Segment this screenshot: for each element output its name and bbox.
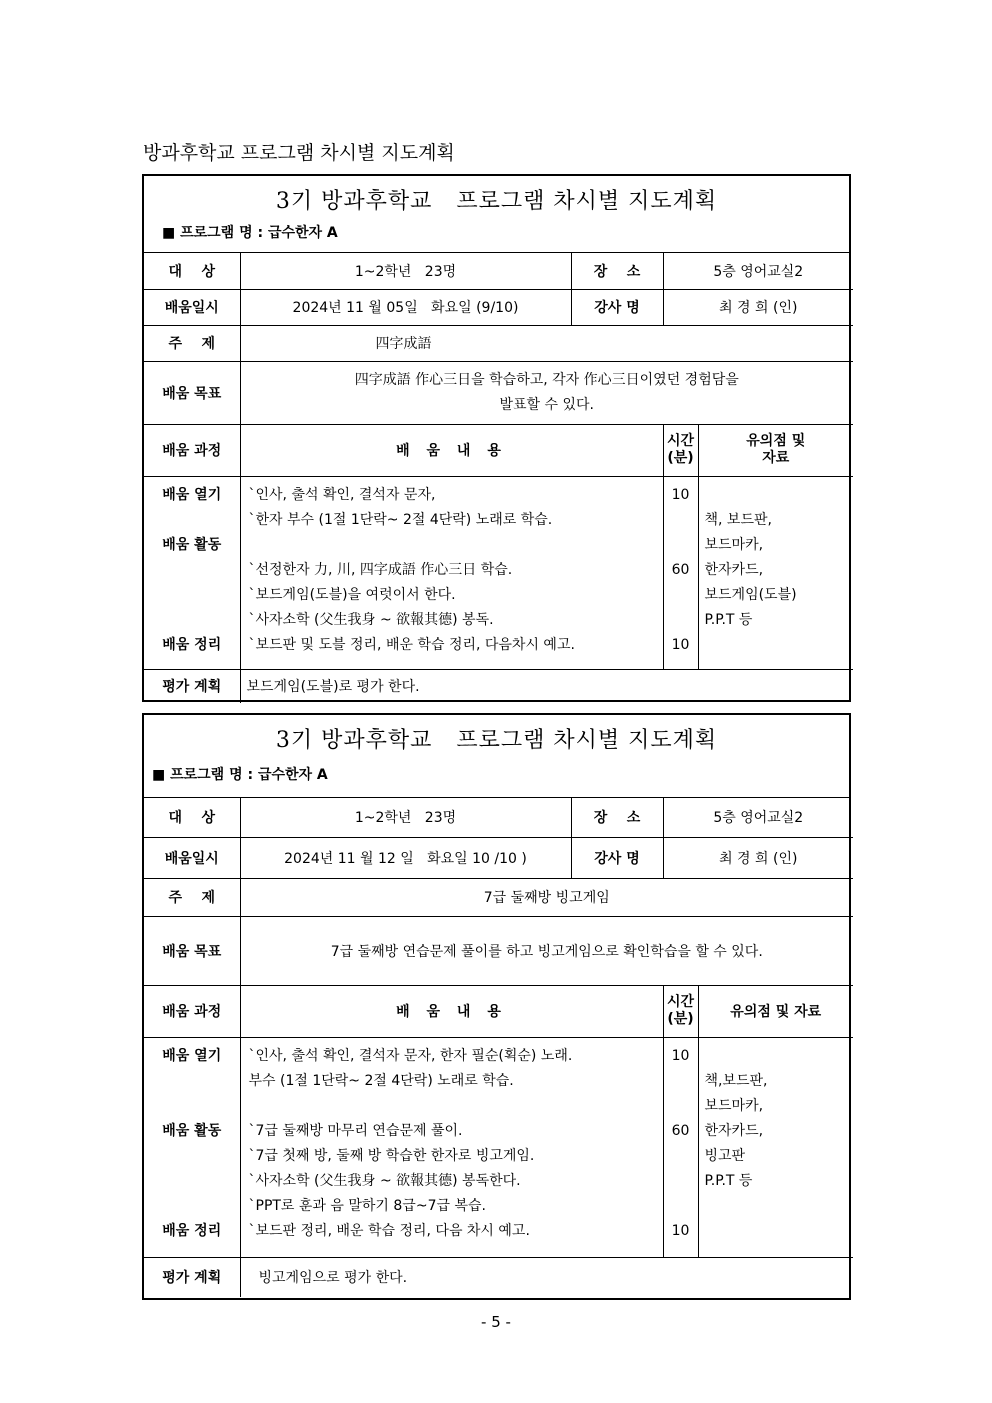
place-value: 5층 영어교실2 xyxy=(663,798,853,837)
time-value xyxy=(664,533,698,558)
target-label: 대 상 xyxy=(144,253,240,289)
notes-line: P.P.T 등 xyxy=(704,611,753,628)
date-label: 배움일시 xyxy=(144,289,240,325)
date-value: 2024년 11 월 12 일 화요일 10 /10 ) xyxy=(240,837,571,878)
content-line xyxy=(249,533,655,558)
plan-title: 3기 방과후학교 프로그램 차시별 지도계획 xyxy=(275,728,718,753)
process-step-label xyxy=(148,1169,236,1194)
process-step-label xyxy=(148,583,236,608)
time-header-line: (분) xyxy=(667,1011,694,1027)
notes-line xyxy=(705,1219,848,1244)
notes-line: 한자카드, xyxy=(704,561,764,578)
time-value: 10 xyxy=(671,486,690,503)
notes-header-line: 유의점 및 xyxy=(746,433,806,449)
time-value xyxy=(664,1094,698,1119)
notes-line xyxy=(705,483,848,508)
target-label: 대 상 xyxy=(144,798,240,837)
time-value: 60 xyxy=(671,1122,690,1139)
content-line: `한자 부수 (1절 1단락~ 2절 4단락) 노래로 학습. xyxy=(248,511,553,528)
content-line: `7급 첫째 방, 둘째 방 학습한 한자로 빙고게임. xyxy=(248,1147,535,1164)
content-line: `선정한자 力, 川, 四字成語 作心三日 학습. xyxy=(248,561,513,578)
time-value xyxy=(664,508,698,533)
place-label: 장 소 xyxy=(571,798,663,837)
time-value xyxy=(664,608,698,633)
content-line: 부수 (1절 1단락~ 2절 4단락) 노래로 학습. xyxy=(248,1072,514,1089)
notes-header-line: 자료 xyxy=(762,450,790,466)
goal-line: 7급 둘째방 연습문제 풀이를 하고 빙고게임으로 확인학습을 할 수 있다. xyxy=(330,943,763,960)
content-line: `사자소학 (父生我身 ~ 欲報其德) 봉독. xyxy=(248,611,494,628)
process-step-label xyxy=(148,508,236,533)
content-line: `보드판 정리, 배운 학습 정리, 다음 차시 예고. xyxy=(248,1222,530,1239)
time-value: 60 xyxy=(671,561,690,578)
program-name: ■ 프로그램 명 : 급수한자 A xyxy=(144,753,849,798)
content-line: `보드판 및 도블 정리, 배운 학습 정리, 다음차시 예고. xyxy=(248,636,575,653)
time-value xyxy=(664,1069,698,1094)
notes-column xyxy=(698,476,853,669)
content-header: 배 움 내 용 xyxy=(240,424,663,476)
content-column xyxy=(240,476,663,669)
date-value: 2024년 11 월 05일 화요일 (9/10) xyxy=(240,289,571,325)
process-step-label xyxy=(148,1094,236,1119)
goal-line: 발표할 수 있다. xyxy=(499,396,594,413)
program-name: ■ 프로그램 명 : 급수한자 A xyxy=(144,214,849,253)
process-step-label xyxy=(148,1144,236,1169)
topic-value: 四字成語 xyxy=(240,325,853,361)
time-header xyxy=(663,424,698,476)
content-header: 배 움 내 용 xyxy=(240,985,663,1037)
process-header: 배움 과정 xyxy=(144,985,240,1037)
target-value: 1~2학년 23명 xyxy=(240,253,571,289)
process-step-label: 배움 정리 xyxy=(162,1222,222,1239)
time-value xyxy=(664,583,698,608)
place-value: 5층 영어교실2 xyxy=(663,253,853,289)
notes-line: 한자카드, xyxy=(704,1122,764,1139)
notes-column xyxy=(698,1037,853,1257)
teacher-value: 최 경 희 (인) xyxy=(663,289,853,325)
goal-value xyxy=(240,916,853,985)
content-line: `인사, 출석 확인, 결석자 문자, 한자 필순(획순) 노래. xyxy=(248,1047,573,1064)
notes-line: 책,보드판, xyxy=(704,1072,768,1089)
time-column xyxy=(663,476,698,669)
notes-line: 보드마카, xyxy=(704,536,764,553)
content-column xyxy=(240,1037,663,1257)
process-step-label xyxy=(148,608,236,633)
time-header-line: 시간 xyxy=(666,994,695,1010)
eval-value: 빙고게임으로 평가 한다. xyxy=(240,1257,853,1297)
notes-line: 보드게임(도블) xyxy=(704,586,797,603)
notes-line: P.P.T 등 xyxy=(704,1172,753,1189)
lesson-plan-2 xyxy=(142,713,851,1300)
notes-line xyxy=(705,1044,848,1069)
plan-title: 3기 방과후학교 프로그램 차시별 지도계획 xyxy=(275,189,718,214)
content-line: `인사, 출석 확인, 결석자 문자, xyxy=(248,486,436,503)
time-value: 10 xyxy=(671,1047,690,1064)
time-value: 10 xyxy=(671,1222,690,1239)
process-step-label: 배움 활동 xyxy=(162,536,222,553)
notes-line: 책, 보드판, xyxy=(704,511,772,528)
time-value: 10 xyxy=(671,636,690,653)
notes-header xyxy=(698,424,853,476)
topic-value: 7급 둘째방 빙고게임 xyxy=(240,878,853,916)
target-value: 1~2학년 23명 xyxy=(240,798,571,837)
notes-line: 보드마카, xyxy=(704,1097,764,1114)
content-line: `7급 둘째방 마무리 연습문제 풀이. xyxy=(248,1122,463,1139)
eval-label: 평가 계획 xyxy=(144,1257,240,1297)
topic-label: 주 제 xyxy=(144,325,240,361)
date-label: 배움일시 xyxy=(144,837,240,878)
document-heading: 방과후학교 프로그램 차시별 지도계획 xyxy=(143,142,455,164)
process-column xyxy=(144,476,240,669)
notes-header-line: 유의점 및 자료 xyxy=(730,1004,822,1020)
time-value xyxy=(664,1144,698,1169)
eval-label: 평가 계획 xyxy=(144,669,240,703)
notes-line xyxy=(705,1194,848,1219)
content-line: `사자소학 (父生我身 ~ 欲報其德) 봉독한다. xyxy=(248,1172,521,1189)
lesson-plan-1 xyxy=(142,174,851,702)
notes-header xyxy=(698,985,853,1037)
time-value xyxy=(664,1169,698,1194)
time-column xyxy=(663,1037,698,1257)
process-header: 배움 과정 xyxy=(144,424,240,476)
topic-label: 주 제 xyxy=(144,878,240,916)
time-header-line: (분) xyxy=(667,450,694,466)
process-step-label xyxy=(148,558,236,583)
process-step-label xyxy=(148,1069,236,1094)
teacher-label: 강사 명 xyxy=(571,289,663,325)
place-label: 장 소 xyxy=(571,253,663,289)
time-header xyxy=(663,985,698,1037)
teacher-label: 강사 명 xyxy=(571,837,663,878)
goal-value xyxy=(240,361,853,424)
notes-line: 빙고판 xyxy=(704,1147,746,1164)
goal-label: 배움 목표 xyxy=(144,916,240,985)
notes-line xyxy=(705,633,848,658)
goal-label: 배움 목표 xyxy=(144,361,240,424)
process-step-label: 배움 열기 xyxy=(162,486,222,503)
page-number: - 5 - xyxy=(481,1313,511,1331)
teacher-value: 최 경 희 (인) xyxy=(663,837,853,878)
content-line: `보드게임(도블)을 여럿이서 한다. xyxy=(248,586,456,603)
content-line: `PPT로 훈과 음 말하기 8급~7급 복습. xyxy=(248,1197,486,1214)
time-value xyxy=(664,1194,698,1219)
content-line xyxy=(249,1094,655,1119)
process-step-label: 배움 정리 xyxy=(162,636,222,653)
eval-value: 보드게임(도블)로 평가 한다. xyxy=(240,669,853,703)
plan-table xyxy=(144,253,853,703)
process-step-label: 배움 열기 xyxy=(162,1047,222,1064)
process-step-label xyxy=(148,1194,236,1219)
process-step-label: 배움 활동 xyxy=(162,1122,222,1139)
process-column xyxy=(144,1037,240,1257)
time-header-line: 시간 xyxy=(666,433,695,449)
plan-table xyxy=(144,798,853,1297)
goal-line: 四字成語 作心三日을 학습하고, 각자 作心三日이였던 경험담을 xyxy=(354,371,739,388)
